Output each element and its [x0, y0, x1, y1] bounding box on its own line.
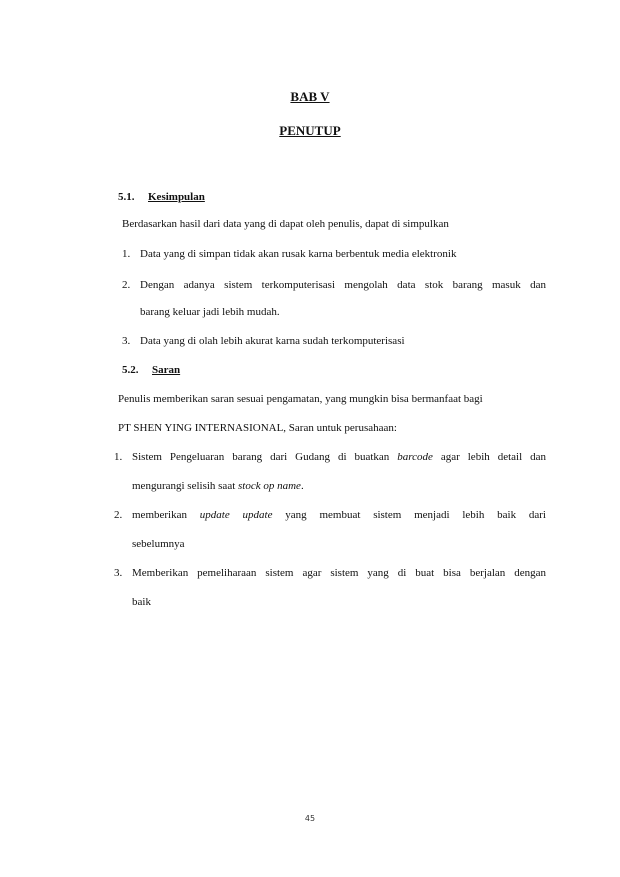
text-run: agar lebih detail dan: [432, 451, 546, 463]
section-heading-saran: [122, 363, 180, 377]
list-item-text: [132, 508, 546, 522]
section-title: Saran: [152, 364, 181, 376]
text-run: memberikan: [132, 509, 200, 521]
text-run: yang membuat sistem menjadi lebih baik dari: [272, 509, 546, 521]
paragraph-intro-saran: Penulis memberikan saran sesuai pengamatan, yang mungkin bisa bermanfaat bagi: [118, 393, 483, 405]
list-item-number: 1.: [114, 451, 123, 463]
list-item-text: Data yang di olah lebih akurat karna sudah terkomputerisasi: [140, 335, 405, 347]
chapter-label: BAB V: [290, 89, 330, 104]
list-item-number: 2.: [114, 509, 123, 521]
text-run: Sistem Pengeluaran barang dari Gudang di buatkan: [132, 451, 398, 463]
list-item-text-continued: sebelumnya: [132, 538, 185, 550]
list-item-text: [132, 450, 546, 464]
section-number: 5.1.: [118, 191, 135, 203]
italic-term: update update: [199, 509, 273, 521]
chapter-title: PENUTUP: [279, 123, 341, 138]
paragraph-intro-saran-continued: PT SHEN YING INTERNASIONAL, Saran untuk perusahaan:: [118, 422, 397, 434]
text-run: .: [300, 480, 304, 492]
section-number: 5.2.: [122, 364, 139, 376]
section-heading-kesimpulan: [118, 190, 205, 204]
section-title: Kesimpulan: [148, 191, 205, 203]
list-item-text: Data yang di simpan tidak akan rusak karna berbentuk media elektronik: [140, 248, 457, 260]
page-number: 45: [304, 814, 316, 823]
list-item-text: Memberikan pemeliharaan sistem agar sistem yang di buat bisa berjalan dengan: [132, 567, 546, 579]
list-item-text-continued: [132, 479, 304, 493]
italic-term: stock op name: [238, 480, 301, 492]
italic-term: barcode: [397, 451, 433, 463]
list-item-text: Dengan adanya sistem terkomputerisasi mengolah data stok barang masuk dan: [140, 279, 546, 291]
text-run: mengurangi selisih saat: [132, 480, 239, 492]
list-item-text-continued: barang keluar jadi lebih mudah.: [140, 306, 280, 318]
paragraph-intro-kesimpulan: Berdasarkan hasil dari data yang di dapat oleh penulis, dapat di simpulkan: [122, 218, 449, 230]
list-item-text-continued: baik: [132, 596, 151, 608]
list-item-number: 2.: [122, 279, 131, 291]
list-item-number: 3.: [122, 335, 131, 347]
list-item-number: 1.: [122, 248, 131, 260]
list-item-number: 3.: [114, 567, 123, 579]
